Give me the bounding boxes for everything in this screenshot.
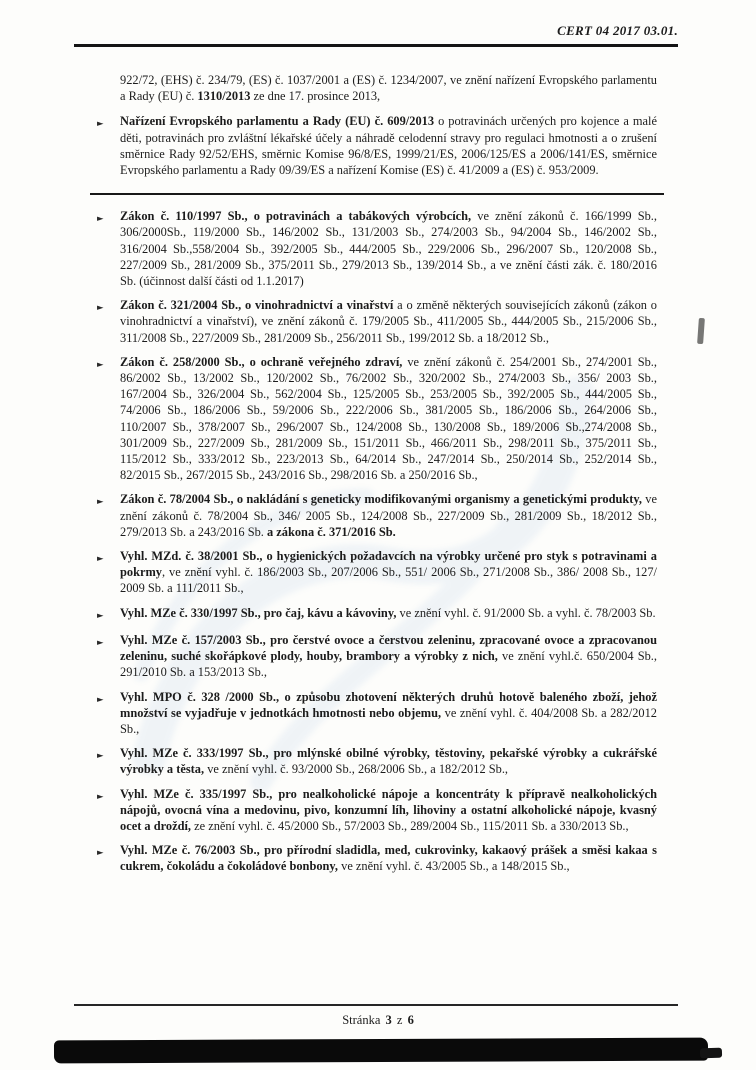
bullet-arrow-icon: ► [97, 610, 104, 621]
bold-segment: Nařízení Evropského parlamentu a Rady (EU) č. 609/2013 [120, 114, 435, 129]
list-item [97, 208, 657, 289]
section-divider [90, 193, 664, 195]
document-body [97, 72, 657, 883]
bullet-arrow-icon: ► [97, 791, 104, 802]
bold-segment: Vyhl. MZe č. 76/2003 Sb., pro přírodní sladidla, med, cukrovinky, kakaový prášek a směsi kakaa s cukrem, čokoládu a čokoládové bonbony, [120, 843, 657, 874]
text-segment: a o změně některých souvisejících zákonů (zákon o vinohradnictví a vinařství), ve znění zákonů č. 179/2005 Sb., 411/2005 Sb., 444/2005 Sb., 215/2006 Sb., 311/2008 Sb., 227/2009 Sb., 281/2009 Sb., 256/2011 Sb., 199/2012 Sb. a 18/2012 Sb., [120, 298, 657, 345]
bullet-arrow-icon: ► [97, 214, 104, 225]
text-segment: ze dne 17. prosince 2013, [250, 89, 381, 104]
bullet-arrow-icon: ► [97, 694, 104, 705]
bullet-arrow-icon: ► [97, 751, 104, 762]
intro-paragraph [120, 72, 657, 104]
list-item [97, 605, 657, 624]
bullet-arrow-icon: ► [97, 497, 104, 508]
footer-of-label: z [396, 1013, 403, 1027]
bold-segment: a zákona č. 371/2016 Sb. [266, 524, 396, 539]
scan-artifact-bottom [54, 1038, 708, 1064]
list-item [97, 632, 657, 681]
list-item [97, 745, 657, 777]
footer-rule [74, 1004, 678, 1006]
list-item-text [120, 632, 657, 681]
list-item [97, 354, 657, 484]
text-segment: ve znění zákonů č. 166/1999 Sb., 306/2000Sb., 119/2000 Sb., 146/2002 Sb., 131/2003 Sb., 274/2003 Sb., 94/2004 Sb., 146/2002 Sb., 316/2004 Sb.,558/2004 Sb., 392/2005 Sb., 444/2005 Sb., 229/2006 Sb., 296/2007 Sb., 120/2008 Sb., 227/2009 Sb., 281/2009 Sb., 375/2011 Sb., 279/2013 Sb., 139/2014 Sb., a ve znění části zák. č. 180/2016 Sb. (účinnost další části od 1.1.2017) [120, 209, 657, 289]
bullet-arrow-icon: ► [97, 119, 104, 130]
regulation-list-eu [97, 113, 657, 178]
footer-page-number: 3 [385, 1013, 392, 1027]
list-item [97, 297, 657, 346]
list-item [97, 786, 657, 835]
bold-segment: 1310/2013 [197, 89, 251, 104]
regulation-list-national [97, 208, 657, 874]
bold-segment: Vyhl. MZe č. 333/1997 Sb., pro mlýnské obilné výrobky, těstoviny, pekařské výrobky a cukrářské výrobky a těsta, [120, 746, 657, 777]
bold-segment: Zákon č. 78/2004 Sb., o nakládání s geneticky modifikovanými organismy a genetickými produkty, [120, 492, 642, 507]
list-item [97, 113, 657, 178]
bullet-arrow-icon: ► [97, 303, 104, 314]
list-item-text [120, 491, 657, 540]
bold-segment: Zákon č. 321/2004 Sb., o vinohradnictví a vinařství [120, 298, 394, 313]
page-footer [0, 1013, 756, 1028]
header-code: CERT 04 2017 03.01. [557, 23, 678, 38]
text-segment: ve znění zákonů č. 78/2004 Sb., 346/ 2005 Sb., 124/2008 Sb., 227/2009 Sb., 281/2009 Sb., 18/2012 Sb., 279/2013 Sb. a 243/2016 Sb. [120, 492, 657, 539]
bold-segment: Vyhl. MZe č. 157/2003 Sb., pro čerstvé ovoce a čerstvou zeleninu, zpracované ovoce a zpracovanou zeleninu, suché skořápkové plody, houby, brambory a výrobky z nich, [120, 632, 657, 664]
text-segment: o potravinách určených pro kojence a malé děti, potravinách pro zvláštní lékařské účely a náhradě celodenní stravy pro regulaci hmotnosti a o zrušení směrnice Rady 92/52/EHS, směrnic Komise 96/8/ES, 1999/21/ES, 2006/125/ES a 2006/141/ES, směrnice Evropského parlamentu a Rady 09/39/ES a nařízení Komise (ES) č. 41/2009 a (ES) č. 953/2009. [120, 114, 657, 178]
bullet-arrow-icon: ► [97, 359, 104, 370]
bold-segment: Vyhl. MPO č. 328 /2000 Sb., o způsobu zhotovení některých druhů hotově baleného zboží, jehož množství se vyjadřuje v jednotkách hmotnosti nebo objemu, [120, 689, 657, 720]
scan-artifact-edge [697, 318, 705, 344]
list-item-text [120, 786, 657, 835]
bold-segment: Vyhl. MZd. č. 38/2001 Sb., o hygienických požadavcích na výrobky určené pro styk s potravinami a pokrmy [120, 549, 657, 580]
list-item-text [120, 113, 657, 178]
text-segment: ve znění zákonů č. 254/2001 Sb., 274/2001 Sb., 86/2002 Sb., 13/2002 Sb., 120/2002 Sb., 76/2002 Sb., 320/2002 Sb., 274/2003 Sb., 356/ 2003 Sb., 167/2004 Sb., 326/2004 Sb., 562/2004 Sb., 125/2005 Sb., 253/2005 Sb., 392/2005 Sb., 444/2005 Sb., 74/2006 Sb., 186/2006 Sb., 59/2006 Sb., 222/2006 Sb., 381/2005 Sb., 186/2006 Sb., 264/2006 Sb., 110/2007 Sb., 378/2007 Sb., 296/2007 Sb., 124/2008 Sb., 130/2008 Sb., 189/2006 Sb.,274/2008 Sb., 301/2009 Sb., 227/2009 Sb., 281/2009 Sb., 151/2011 Sb., 466/2011 Sb., 298/2011 Sb., 375/2011 Sb., 115/2012 Sb., 333/2012 Sb., 223/2013 Sb., 64/2014 Sb., 247/2014 Sb., 250/2014 Sb., 252/2014 Sb., 82/2015 Sb., 267/2015 Sb., 243/2016 Sb., 298/2016 Sb. a 250/2016 Sb., [120, 354, 657, 483]
bold-segment: Zákon č. 110/1997 Sb., o potravinách a tabákových výrobcích, [120, 209, 472, 224]
list-item-text [120, 548, 657, 597]
text-segment: ve znění vyhl.č. 650/2004 Sb., 291/2010 Sb. a 153/2013 Sb., [120, 649, 657, 680]
bullet-arrow-icon: ► [97, 637, 104, 648]
list-item-text [120, 297, 657, 346]
list-item-text [120, 842, 657, 874]
list-item-text [120, 605, 657, 624]
bullet-arrow-icon: ► [97, 848, 104, 859]
text-segment: ve znění vyhl. č. 404/2008 Sb. a 282/2012 Sb., [120, 705, 657, 736]
bold-segment: Zákon č. 258/2000 Sb., o ochraně veřejného zdraví, [120, 354, 403, 369]
scan-artifact-bottom-tail [700, 1048, 722, 1059]
text-segment: ve znění vyhl. č. 93/2000 Sb., 268/2006 Sb., a 182/2012 Sb., [204, 762, 509, 777]
text-segment: , ve znění vyhl. č. 186/2003 Sb., 207/2006 Sb., 551/ 2006 Sb., 271/2008 Sb., 386/ 2008 Sb., 127/ 2009 Sb. a 111/2011 Sb., [120, 565, 657, 596]
footer-label: Stránka [342, 1013, 381, 1027]
list-item [97, 842, 657, 874]
list-item [97, 491, 657, 540]
list-item [97, 689, 657, 738]
text-segment: ze znění vyhl. č. 45/2000 Sb., 57/2003 Sb., 289/2004 Sb., 115/2011 Sb. a 330/2013 Sb., [191, 818, 629, 833]
header-rule [74, 44, 678, 47]
bullet-arrow-icon: ► [97, 554, 104, 565]
list-item-text [120, 689, 657, 738]
text-segment: ve znění vyhl. č. 43/2005 Sb., a 148/2015 Sb., [338, 859, 570, 874]
list-item [97, 548, 657, 597]
bold-segment: Vyhl. MZe č. 335/1997 Sb., pro nealkoholické nápoje a koncentráty k přípravě nealkoholických nápojů, ovocná vína a medovinu, pivo, konzumní líh, lihoviny a ostatní alkoholické nápoje, kvasný ocet a droždí, [120, 786, 657, 833]
text-segment: 922/72, (EHS) č. 234/79, (ES) č. 1037/2001 a (ES) č. 1234/2007, ve znění nařízení Evropského parlamentu a Rady (EU) č. [120, 73, 657, 104]
list-item-text [120, 745, 657, 777]
bold-segment: Vyhl. MZe č. 330/1997 Sb., pro čaj, kávu a kávoviny, [120, 605, 397, 620]
footer-total-pages: 6 [407, 1013, 414, 1027]
list-item-text [120, 208, 657, 289]
text-segment: ve znění vyhl. č. 91/2000 Sb. a vyhl. č. 78/2003 Sb. [396, 605, 656, 620]
list-item-text [120, 354, 657, 484]
